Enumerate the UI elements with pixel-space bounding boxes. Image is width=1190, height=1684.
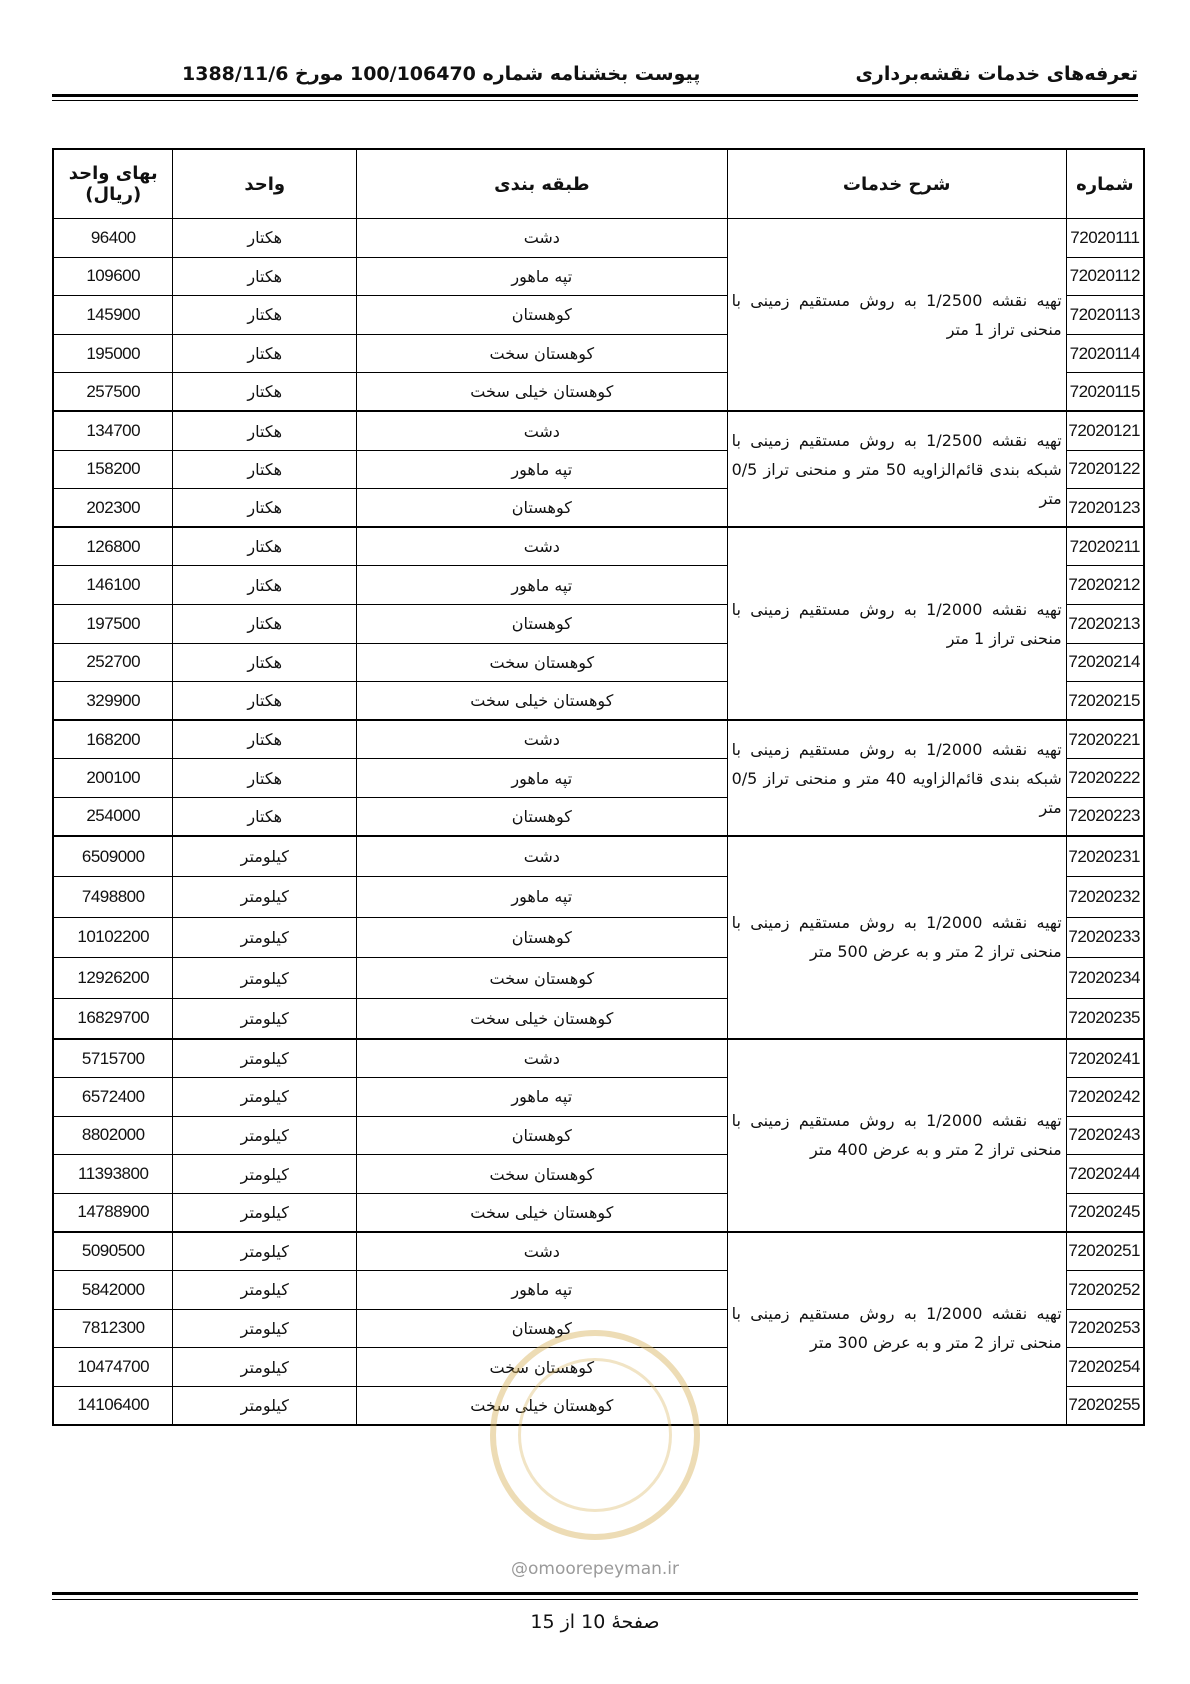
classification-cell: دشت	[357, 836, 728, 877]
unit-cell: هکتار	[173, 759, 357, 798]
header-rule-thin	[52, 100, 1138, 101]
description-cell: تهیه نقشه 1/2000 به روش مستقیم زمینی با شبکه بندی قائم‌الزاویه 40 متر و منحنی تراز 0/5 متر	[727, 720, 1066, 836]
description-cell: تهیه نقشه 1/2000 به روش مستقیم زمینی با منحنی تراز 2 متر و به عرض 500 متر	[727, 836, 1066, 1039]
price-cell: 145900	[53, 296, 173, 335]
page-number: صفحهٔ 10 از 15	[530, 1611, 660, 1633]
code-cell: 72020243	[1066, 1116, 1144, 1155]
code-cell: 72020244	[1066, 1155, 1144, 1194]
classification-cell: کوهستان سخت	[357, 958, 728, 999]
unit-cell: هکتار	[173, 296, 357, 335]
price-cell: 146100	[53, 566, 173, 605]
price-cell: 10102200	[53, 917, 173, 958]
code-cell: 72020213	[1066, 604, 1144, 643]
code-cell: 72020252	[1066, 1271, 1144, 1310]
unit-cell: کیلومتر	[173, 1309, 357, 1348]
price-cell: 254000	[53, 797, 173, 836]
table-header-row	[53, 149, 1144, 219]
unit-cell: کیلومتر	[173, 1039, 357, 1078]
price-cell: 257500	[53, 373, 173, 412]
code-cell: 72020114	[1066, 334, 1144, 373]
price-cell: 6509000	[53, 836, 173, 877]
description-cell: تهیه نقشه 1/2000 به روش مستقیم زمینی با منحنی تراز 2 متر و به عرض 300 متر	[727, 1232, 1066, 1425]
table-row	[53, 219, 1144, 258]
unit-cell: کیلومتر	[173, 998, 357, 1039]
unit-cell: کیلومتر	[173, 1386, 357, 1425]
classification-cell: کوهستان سخت	[357, 1155, 728, 1194]
price-cell: 5715700	[53, 1039, 173, 1078]
classification-cell: دشت	[357, 527, 728, 566]
price-cell: 14106400	[53, 1386, 173, 1425]
classification-cell: کوهستان خیلی سخت	[357, 1193, 728, 1232]
page-header	[52, 55, 1138, 95]
footer-rule	[52, 1592, 1138, 1595]
unit-cell: کیلومتر	[173, 958, 357, 999]
classification-cell: کوهستان سخت	[357, 643, 728, 682]
classification-cell: دشت	[357, 411, 728, 450]
description-cell: تهیه نقشه 1/2500 به روش مستقیم زمینی با منحنی تراز 1 متر	[727, 219, 1066, 412]
unit-cell: هکتار	[173, 450, 357, 489]
classification-cell: دشت	[357, 1039, 728, 1078]
price-cell: 134700	[53, 411, 173, 450]
price-cell: 126800	[53, 527, 173, 566]
code-cell: 72020233	[1066, 917, 1144, 958]
table-body	[53, 219, 1144, 1425]
description-cell: تهیه نقشه 1/2000 به روش مستقیم زمینی با منحنی تراز 1 متر	[727, 527, 1066, 720]
unit-cell: کیلومتر	[173, 1232, 357, 1271]
header-rule	[52, 94, 1138, 97]
classification-cell: کوهستان	[357, 296, 728, 335]
unit-cell: کیلومتر	[173, 1271, 357, 1310]
price-cell: 5842000	[53, 1271, 173, 1310]
classification-cell: کوهستان	[357, 917, 728, 958]
unit-cell: هکتار	[173, 257, 357, 296]
classification-cell: کوهستان	[357, 604, 728, 643]
code-cell: 72020251	[1066, 1232, 1144, 1271]
code-cell: 72020241	[1066, 1039, 1144, 1078]
unit-cell: هکتار	[173, 334, 357, 373]
price-cell: 168200	[53, 720, 173, 759]
unit-cell: هکتار	[173, 566, 357, 605]
unit-cell: هکتار	[173, 489, 357, 528]
code-cell: 72020122	[1066, 450, 1144, 489]
code-cell: 72020223	[1066, 797, 1144, 836]
code-cell: 72020255	[1066, 1386, 1144, 1425]
unit-cell: کیلومتر	[173, 1116, 357, 1155]
code-cell: 72020235	[1066, 998, 1144, 1039]
price-cell: 14788900	[53, 1193, 173, 1232]
footer-rule-thin	[52, 1599, 1138, 1600]
watermark-url: @omoorepeyman.ir	[510, 1559, 680, 1579]
classification-cell: کوهستان	[357, 489, 728, 528]
code-cell: 72020222	[1066, 759, 1144, 798]
price-cell: 109600	[53, 257, 173, 296]
price-cell: 195000	[53, 334, 173, 373]
classification-cell: تپه ماهور	[357, 450, 728, 489]
code-cell: 72020231	[1066, 836, 1144, 877]
description-cell: تهیه نقشه 1/2000 به روش مستقیم زمینی با منحنی تراز 2 متر و به عرض 400 متر	[727, 1039, 1066, 1232]
classification-cell: دشت	[357, 219, 728, 258]
unit-cell: کیلومتر	[173, 877, 357, 918]
unit-cell: کیلومتر	[173, 1193, 357, 1232]
price-cell: 5090500	[53, 1232, 173, 1271]
classification-cell: کوهستان خیلی سخت	[357, 998, 728, 1039]
unit-cell: کیلومتر	[173, 1348, 357, 1387]
code-cell: 72020215	[1066, 682, 1144, 721]
classification-cell: کوهستان سخت	[357, 1348, 728, 1387]
classification-cell: تپه ماهور	[357, 759, 728, 798]
unit-cell: هکتار	[173, 720, 357, 759]
table-row	[53, 836, 1144, 877]
unit-cell: کیلومتر	[173, 917, 357, 958]
classification-cell: کوهستان	[357, 1309, 728, 1348]
table-row	[53, 1232, 1144, 1271]
code-cell: 72020112	[1066, 257, 1144, 296]
classification-cell: کوهستان خیلی سخت	[357, 373, 728, 412]
price-cell: 252700	[53, 643, 173, 682]
table-row	[53, 527, 1144, 566]
circular-reference: پیوست بخشنامه شماره 100/106470 مورخ 1388/11/6	[182, 63, 701, 85]
price-cell: 200100	[53, 759, 173, 798]
price-cell: 158200	[53, 450, 173, 489]
classification-cell: تپه ماهور	[357, 566, 728, 605]
unit-cell: هکتار	[173, 219, 357, 258]
classification-cell: کوهستان خیلی سخت	[357, 682, 728, 721]
price-cell: 8802000	[53, 1116, 173, 1155]
code-cell: 72020253	[1066, 1309, 1144, 1348]
price-cell: 96400	[53, 219, 173, 258]
unit-cell: هکتار	[173, 411, 357, 450]
header-price-line2: (ریال)	[85, 184, 142, 205]
unit-cell: هکتار	[173, 604, 357, 643]
price-cell: 6572400	[53, 1078, 173, 1117]
price-cell: 12926200	[53, 958, 173, 999]
price-cell: 202300	[53, 489, 173, 528]
header-price-line1: بهای واحد	[68, 163, 158, 184]
code-cell: 72020221	[1066, 720, 1144, 759]
code-cell: 72020242	[1066, 1078, 1144, 1117]
classification-cell: کوهستان سخت	[357, 334, 728, 373]
classification-cell: کوهستان خیلی سخت	[357, 1386, 728, 1425]
classification-cell: کوهستان	[357, 797, 728, 836]
unit-cell: هکتار	[173, 682, 357, 721]
unit-cell: کیلومتر	[173, 1155, 357, 1194]
header-classification: طبقه بندی	[357, 149, 728, 219]
code-cell: 72020111	[1066, 219, 1144, 258]
code-cell: 72020211	[1066, 527, 1144, 566]
code-cell: 72020123	[1066, 489, 1144, 528]
code-cell: 72020121	[1066, 411, 1144, 450]
header-unit: واحد	[173, 149, 357, 219]
classification-cell: تپه ماهور	[357, 1078, 728, 1117]
code-cell: 72020232	[1066, 877, 1144, 918]
unit-cell: هکتار	[173, 643, 357, 682]
unit-cell: هکتار	[173, 797, 357, 836]
unit-cell: هکتار	[173, 527, 357, 566]
classification-cell: تپه ماهور	[357, 257, 728, 296]
classification-cell: تپه ماهور	[357, 877, 728, 918]
code-cell: 72020245	[1066, 1193, 1144, 1232]
classification-cell: دشت	[357, 720, 728, 759]
price-cell: 197500	[53, 604, 173, 643]
code-cell: 72020214	[1066, 643, 1144, 682]
price-cell: 329900	[53, 682, 173, 721]
price-cell: 16829700	[53, 998, 173, 1039]
classification-cell: دشت	[357, 1232, 728, 1271]
header-price	[53, 149, 173, 219]
classification-cell: کوهستان	[357, 1116, 728, 1155]
price-cell: 7498800	[53, 877, 173, 918]
header-code: شماره	[1066, 149, 1144, 219]
code-cell: 72020113	[1066, 296, 1144, 335]
document-title: تعرفه‌های خدمات نقشه‌برداری	[855, 63, 1138, 85]
price-cell: 7812300	[53, 1309, 173, 1348]
unit-cell: کیلومتر	[173, 1078, 357, 1117]
unit-cell: کیلومتر	[173, 836, 357, 877]
description-cell: تهیه نقشه 1/2500 به روش مستقیم زمینی با شبکه بندی قائم‌الزاویه 50 متر و منحنی تراز 0/5 متر	[727, 411, 1066, 527]
table-row	[53, 411, 1144, 450]
tariff-table	[52, 148, 1145, 1426]
unit-cell: هکتار	[173, 373, 357, 412]
code-cell: 72020234	[1066, 958, 1144, 999]
header-description: شرح خدمات	[727, 149, 1066, 219]
price-cell: 10474700	[53, 1348, 173, 1387]
table-row	[53, 720, 1144, 759]
classification-cell: تپه ماهور	[357, 1271, 728, 1310]
table-row	[53, 1039, 1144, 1078]
code-cell: 72020115	[1066, 373, 1144, 412]
code-cell: 72020212	[1066, 566, 1144, 605]
code-cell: 72020254	[1066, 1348, 1144, 1387]
price-cell: 11393800	[53, 1155, 173, 1194]
